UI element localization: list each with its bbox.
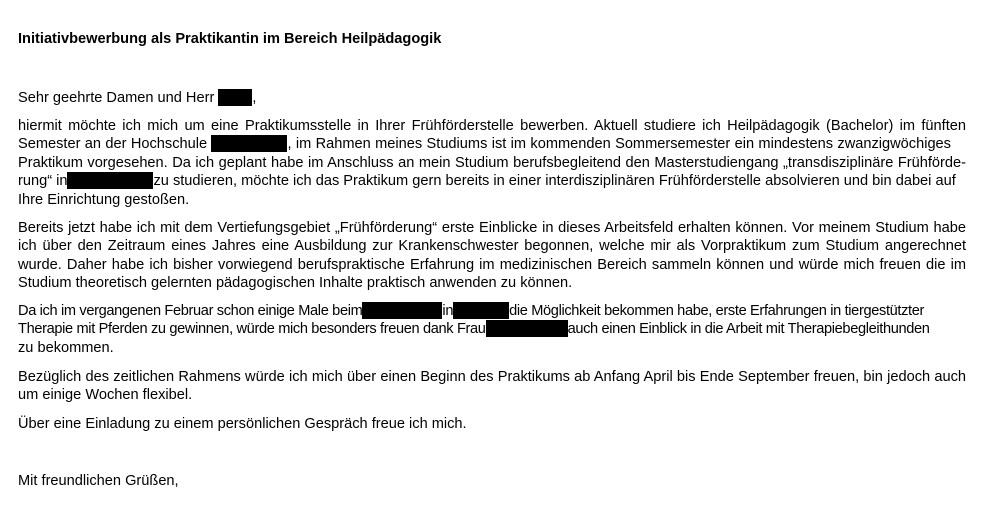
paragraph-line: ich über den Zeitraum eines Jahres eine Ausbildung zur Krankenschwester begonnen, welche mir als Vorpraktikum zum Studium angerechnet (18, 238, 966, 255)
paragraph-line: Bereits jetzt habe ich mit dem Vertiefungsgebiet „Frühförderung“ erste Einblicke in dieses Arbeitsfeld erhalten können. Vor meinem Studium habe (18, 220, 966, 236)
paragraph-line (18, 172, 966, 190)
paragraph-line: wurde. Daher habe ich bisher vorwiegend berufspraktische Erfahrung im medizinischen Bereich sammeln können und würde mich freuen die im (18, 256, 966, 273)
redaction-bar (211, 135, 287, 152)
salutation-text: Sehr geehrte Damen und Herr (18, 90, 219, 106)
closing: Mit freundlichen Grüßen, (18, 473, 179, 489)
redaction-bar (486, 320, 568, 337)
paragraph-line: Ihre Einrichtung gestoßen. (18, 191, 190, 208)
paragraph-application (18, 117, 966, 209)
paragraph-experience (18, 219, 966, 293)
paragraph-invitation: Über eine Einladung zu einem persönlichen Gespräch freue ich mich. (18, 416, 467, 432)
text-fragment: Semester an der Hochschule (18, 136, 212, 153)
paragraph-animal-therapy (18, 302, 966, 357)
text-fragment: zu studieren, möchte ich das Praktikum gern bereits in einer interdisziplinären Frühförderstelle absolvieren und bin dabei auf (153, 173, 956, 190)
text-fragment: , im Rahmen meines Studiums ist im kommenden Sommersemester ein mindestens zwanzigwöchiges (287, 136, 951, 153)
paragraph-line (18, 135, 966, 153)
paragraph-line: Praktikum vorgesehen. Da ich geplant habe im Anschluss an mein Studium berufsbegleitend den Masterstudiengang „transdisziplinäre Frühförde- (18, 154, 966, 171)
paragraph-timeframe (18, 368, 966, 405)
salutation (18, 89, 966, 107)
paragraph-line (18, 320, 966, 338)
salutation-comma: , (252, 90, 257, 106)
text-fragment: Therapie mit Pferden zu gewinnen, würde mich besonders freuen dank Frau (18, 321, 486, 338)
redaction-bar (453, 302, 509, 319)
paragraph-line: hiermit möchte ich mich um eine Praktikumsstelle in Ihrer Frühförderstelle bewerben. Aktuell studiere ich Heilpädagogik (Bachelor) im fünften (18, 118, 966, 134)
text-fragment: rung“ in (18, 173, 68, 190)
redaction-bar (362, 302, 442, 319)
paragraph-line: Bezüglich des zeitlichen Rahmens würde ich mich über einen Beginn des Praktikums ab Anfang April bis Ende September freuen, bin jedoch auch (18, 369, 966, 385)
paragraph-line: um einige Wochen flexibel. (18, 387, 193, 404)
paragraph-line (18, 302, 966, 320)
letter-subject: Initiativbewerbung als Praktikantin im Bereich Heilpädagogik (18, 31, 442, 47)
redaction-bar (67, 172, 153, 189)
text-fragment: auch einen Einblick in die Arbeit mit Therapiebegleithunden (567, 321, 930, 338)
redaction-bar (218, 89, 252, 106)
text-fragment: Da ich im vergangenen Februar schon einige Male beim (18, 303, 363, 319)
paragraph-line: zu bekommen. (18, 339, 114, 356)
paragraph-line: Studium theoretisch gelernten pädagogischen Inhalte praktisch anwenden zu können. (18, 275, 573, 292)
text-fragment: in (442, 303, 454, 319)
text-fragment: die Möglichkeit bekommen habe, erste Erfahrungen in tiergestützter (509, 303, 925, 319)
